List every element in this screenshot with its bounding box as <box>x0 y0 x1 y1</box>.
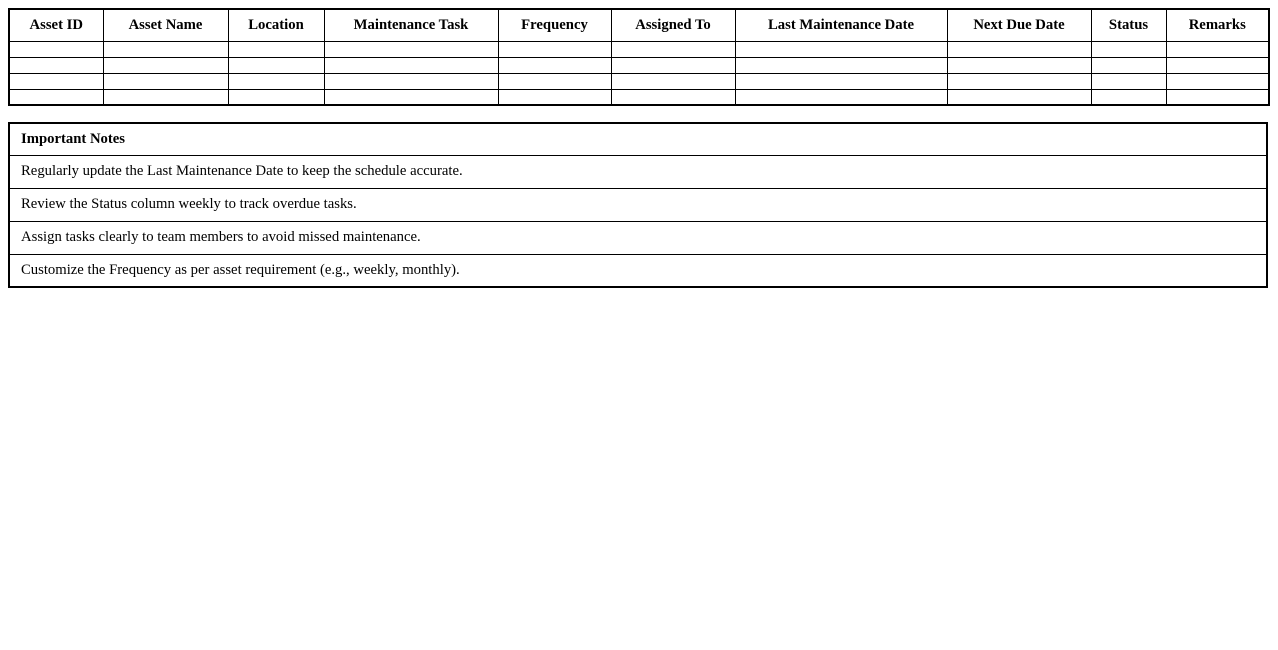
empty-cell <box>228 57 324 73</box>
note-row <box>9 188 1267 221</box>
empty-cell <box>947 73 1091 89</box>
empty-cell <box>1166 73 1269 89</box>
empty-cell <box>228 73 324 89</box>
empty-cell <box>498 89 611 105</box>
empty-cell <box>9 57 103 73</box>
empty-cell <box>947 41 1091 57</box>
maintenance-table-header-row <box>9 9 1269 41</box>
maintenance-schedule-table <box>8 8 1270 106</box>
column-header-assigned-to: Assigned To <box>611 9 735 41</box>
column-header-maintenance-task: Maintenance Task <box>324 9 498 41</box>
empty-cell <box>611 73 735 89</box>
empty-cell <box>9 73 103 89</box>
column-header-last-maintenance-date: Last Maintenance Date <box>735 9 947 41</box>
notes-header-row <box>9 123 1267 155</box>
column-header-asset-name: Asset Name <box>103 9 228 41</box>
empty-cell <box>228 89 324 105</box>
empty-cell <box>1166 57 1269 73</box>
empty-cell <box>498 41 611 57</box>
column-header-frequency: Frequency <box>498 9 611 41</box>
empty-cell <box>103 57 228 73</box>
empty-cell <box>1091 73 1166 89</box>
empty-cell <box>1091 41 1166 57</box>
note-row <box>9 155 1267 188</box>
column-header-remarks: Remarks <box>1166 9 1269 41</box>
empty-cell <box>735 41 947 57</box>
empty-cell <box>324 57 498 73</box>
empty-cell <box>1166 41 1269 57</box>
note-row <box>9 254 1267 287</box>
notes-title: Important Notes <box>9 123 1267 155</box>
empty-cell <box>103 73 228 89</box>
column-header-status: Status <box>1091 9 1166 41</box>
table-row <box>9 57 1269 73</box>
empty-cell <box>324 73 498 89</box>
note-text: Regularly update the Last Maintenance Date to keep the schedule accurate. <box>9 155 1267 188</box>
table-row <box>9 41 1269 57</box>
empty-cell <box>1091 89 1166 105</box>
empty-cell <box>947 89 1091 105</box>
empty-cell <box>9 89 103 105</box>
column-header-location: Location <box>228 9 324 41</box>
empty-cell <box>9 41 103 57</box>
empty-cell <box>1166 89 1269 105</box>
empty-cell <box>228 41 324 57</box>
important-notes-table <box>8 122 1268 288</box>
empty-cell <box>498 73 611 89</box>
empty-cell <box>324 89 498 105</box>
note-text: Review the Status column weekly to track overdue tasks. <box>9 188 1267 221</box>
empty-cell <box>498 57 611 73</box>
empty-cell <box>611 57 735 73</box>
empty-cell <box>324 41 498 57</box>
empty-cell <box>103 89 228 105</box>
column-header-asset-id: Asset ID <box>9 9 103 41</box>
table-row <box>9 73 1269 89</box>
empty-cell <box>1091 57 1166 73</box>
empty-cell <box>611 89 735 105</box>
empty-cell <box>947 57 1091 73</box>
empty-cell <box>735 73 947 89</box>
empty-cell <box>611 41 735 57</box>
empty-cell <box>735 89 947 105</box>
empty-cell <box>103 41 228 57</box>
note-text: Customize the Frequency as per asset requirement (e.g., weekly, monthly). <box>9 254 1267 287</box>
empty-cell <box>735 57 947 73</box>
note-row <box>9 221 1267 254</box>
column-header-next-due-date: Next Due Date <box>947 9 1091 41</box>
note-text: Assign tasks clearly to team members to avoid missed maintenance. <box>9 221 1267 254</box>
table-row <box>9 89 1269 105</box>
